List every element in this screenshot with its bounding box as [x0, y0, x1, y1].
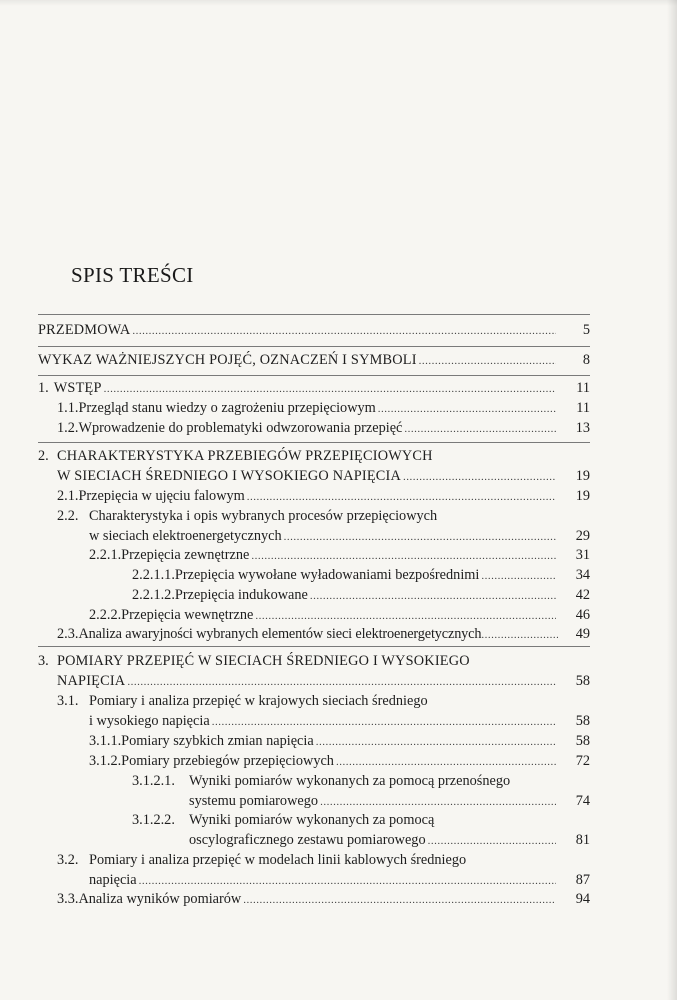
- toc-entry-title: Pomiary przebiegów przepięciowych: [121, 753, 334, 769]
- toc-entry-number: 3.1.2.2.: [132, 812, 175, 828]
- toc-entry-number: 3.2.: [57, 852, 79, 868]
- toc-entry-page: 74: [575, 793, 590, 809]
- dot-leader: [320, 792, 556, 812]
- toc-entry-title-continued: W SIECIACH ŚREDNIEGO I WYSOKIEGO NAPIĘCIA: [57, 468, 402, 484]
- toc-entry-page: 42: [575, 587, 590, 603]
- toc-entry[interactable]: [38, 398, 590, 419]
- toc-entry-title: CHARAKTERYSTYKA PRZEBIEGÓW PRZEPIĘCIOWYCH: [57, 448, 433, 464]
- toc-entry-title: Wprowadzenie do problematyki odwzorowania przepięć: [78, 420, 403, 436]
- dot-leader: [336, 752, 556, 772]
- toc-entry-title-continued: w sieciach elektroenergetycznych: [89, 528, 282, 544]
- toc-entry-title: Pomiary i analiza przepięć w modelach linii kablowych średniego: [89, 852, 467, 868]
- toc-entry-page: 87: [575, 872, 590, 888]
- page-title: SPIS TREŚCI: [71, 263, 194, 287]
- divider: [38, 375, 590, 376]
- toc-entry[interactable]: [38, 850, 590, 891]
- toc-entry[interactable]: [38, 378, 590, 399]
- dot-leader: [310, 586, 556, 606]
- toc-entry-number: 3.1.: [57, 693, 79, 709]
- toc-entry-number: 2.2.: [57, 508, 79, 524]
- dot-leader: [284, 527, 556, 547]
- toc-entry-page: 11: [576, 400, 590, 416]
- toc-entry-title: PRZEDMOWA: [38, 322, 131, 338]
- toc-entry-number: 2.2.1.1.: [132, 567, 175, 583]
- toc-entry[interactable]: [38, 506, 590, 547]
- toc-entry-page: 81: [575, 832, 590, 848]
- toc-entry[interactable]: [38, 605, 590, 626]
- dot-leader: [212, 712, 556, 732]
- toc-entry-page: 11: [576, 380, 590, 396]
- divider: [38, 314, 590, 315]
- dot-leader: [127, 672, 556, 692]
- toc-entry-number: 3.1.1.: [89, 733, 122, 749]
- toc-entry-number: 3.1.2.: [89, 753, 122, 769]
- dot-leader: [255, 606, 556, 626]
- toc-entry[interactable]: [38, 446, 590, 487]
- toc-entry[interactable]: [38, 545, 590, 566]
- toc-entry-number: 2.1.: [57, 488, 79, 504]
- toc-entry-title: Przegląd stanu wiedzy o zagrożeniu przepięciowym: [78, 400, 376, 416]
- toc-entry-title: Analiza awaryjności wybranych elementów sieci elektroenergetycznych: [78, 626, 482, 642]
- toc-entry-title: Przepięcia zewnętrzne: [121, 547, 250, 563]
- toc-entry[interactable]: [38, 751, 590, 772]
- toc-entry-number: 3.1.2.1.: [132, 773, 175, 789]
- toc-entry[interactable]: [38, 810, 590, 851]
- toc-entry[interactable]: [38, 320, 590, 341]
- toc-entry-title-continued: napięcia: [89, 872, 137, 888]
- divider: [38, 646, 590, 647]
- toc-entry[interactable]: [38, 350, 590, 371]
- toc-entry-title-continued: i wysokiego napięcia: [89, 713, 210, 729]
- toc-entry-title: WYKAZ WAŻNIEJSZYCH POJĘĆ, OZNACZEŃ I SYMBOLI: [38, 352, 417, 368]
- toc-entry-title: WSTĘP: [53, 380, 102, 396]
- toc-entry[interactable]: [38, 731, 590, 752]
- dot-leader: [404, 419, 556, 439]
- dot-leader: [132, 321, 556, 341]
- toc-entry-page: 19: [575, 468, 590, 484]
- toc-entry-title: POMIARY PRZEPIĘĆ W SIECIACH ŚREDNIEGO I WYSOKIEGO: [57, 653, 470, 669]
- toc-entry-title: Przepięcia wywołane wyładowaniami bezpośrednimi: [174, 567, 480, 583]
- toc-entry-title-continued: NAPIĘCIA: [57, 673, 126, 689]
- divider: [38, 346, 590, 347]
- dot-leader: [481, 566, 556, 586]
- toc-entry-page: 94: [575, 891, 590, 907]
- dot-leader: [419, 351, 556, 371]
- toc-entry-page: 13: [575, 420, 590, 436]
- page-shadow-right: [667, 0, 677, 1000]
- toc-entry-number: 3.: [38, 653, 49, 669]
- dot-leader: [481, 625, 558, 645]
- toc-entry-title: Przepięcia indukowane: [174, 587, 308, 603]
- toc-entry-page: 8: [582, 352, 590, 368]
- toc-entry-page: 46: [575, 607, 590, 623]
- toc-entry-page: 34: [575, 567, 590, 583]
- toc-entry[interactable]: [38, 771, 590, 812]
- toc-entry[interactable]: [38, 565, 590, 586]
- toc-entry-page: 31: [575, 547, 590, 563]
- toc-entry[interactable]: [38, 585, 590, 606]
- dot-leader: [378, 399, 556, 419]
- toc-entry-page: 58: [575, 733, 590, 749]
- toc-entry[interactable]: [38, 651, 590, 692]
- toc-entry-page: 5: [582, 322, 590, 338]
- toc-entry-number: 2.3.: [57, 626, 79, 642]
- toc-entry-page: 58: [575, 673, 590, 689]
- toc-entry-title: Wyniki pomiarów wykonanych za pomocą: [189, 812, 435, 828]
- dot-leader: [403, 467, 556, 487]
- toc-entry[interactable]: [38, 691, 590, 732]
- dot-leader: [247, 487, 556, 507]
- toc-entry-page: 58: [575, 713, 590, 729]
- toc-entry-page: 19: [575, 488, 590, 504]
- toc-entry-number: 2.2.1.2.: [132, 587, 175, 603]
- dot-leader: [139, 871, 556, 891]
- toc-entry-title: Pomiary i analiza przepięć w krajowych sieciach średniego: [89, 693, 428, 709]
- toc-entry-title: Wyniki pomiarów wykonanych za pomocą przenośnego: [189, 773, 511, 789]
- dot-leader: [251, 546, 556, 566]
- toc-entry-page: 29: [575, 528, 590, 544]
- toc-entry-title: Pomiary szybkich zmian napięcia: [121, 733, 314, 749]
- toc-entry-title-continued: oscylograficznego zestawu pomiarowego: [189, 832, 426, 848]
- toc-entry[interactable]: [38, 486, 590, 507]
- toc-entry-number: 3.3.: [57, 891, 79, 907]
- toc-entry-title: Charakterystyka i opis wybranych procesów przepięciowych: [89, 508, 438, 524]
- toc-entry-number: 2.2.2.: [89, 607, 122, 623]
- toc-entry-title: Analiza wyników pomiarów: [78, 891, 242, 907]
- toc-entry-title: Przepięcia w ujęciu falowym: [78, 488, 245, 504]
- toc-entry-title: Przepięcia wewnętrzne: [121, 607, 254, 623]
- toc-entry[interactable]: [38, 889, 590, 910]
- toc-entry-page: 49: [575, 626, 590, 642]
- dot-leader: [104, 379, 556, 399]
- dot-leader: [316, 732, 556, 752]
- toc-entry-number: 2.: [38, 448, 49, 464]
- divider: [38, 442, 590, 443]
- toc-entry[interactable]: [38, 418, 590, 439]
- page-shadow-top: [0, 0, 677, 6]
- toc-entry-number: 1.: [38, 380, 49, 396]
- toc-entry-number: 2.2.1.: [89, 547, 122, 563]
- toc-entry-number: 1.2.: [57, 420, 79, 436]
- toc-entry-number: 1.1.: [57, 400, 79, 416]
- dot-leader: [243, 890, 556, 910]
- toc-entry-page: 72: [575, 753, 590, 769]
- toc-entry-title-continued: systemu pomiarowego: [189, 793, 319, 809]
- dot-leader: [428, 831, 556, 851]
- toc-entry[interactable]: [38, 624, 590, 645]
